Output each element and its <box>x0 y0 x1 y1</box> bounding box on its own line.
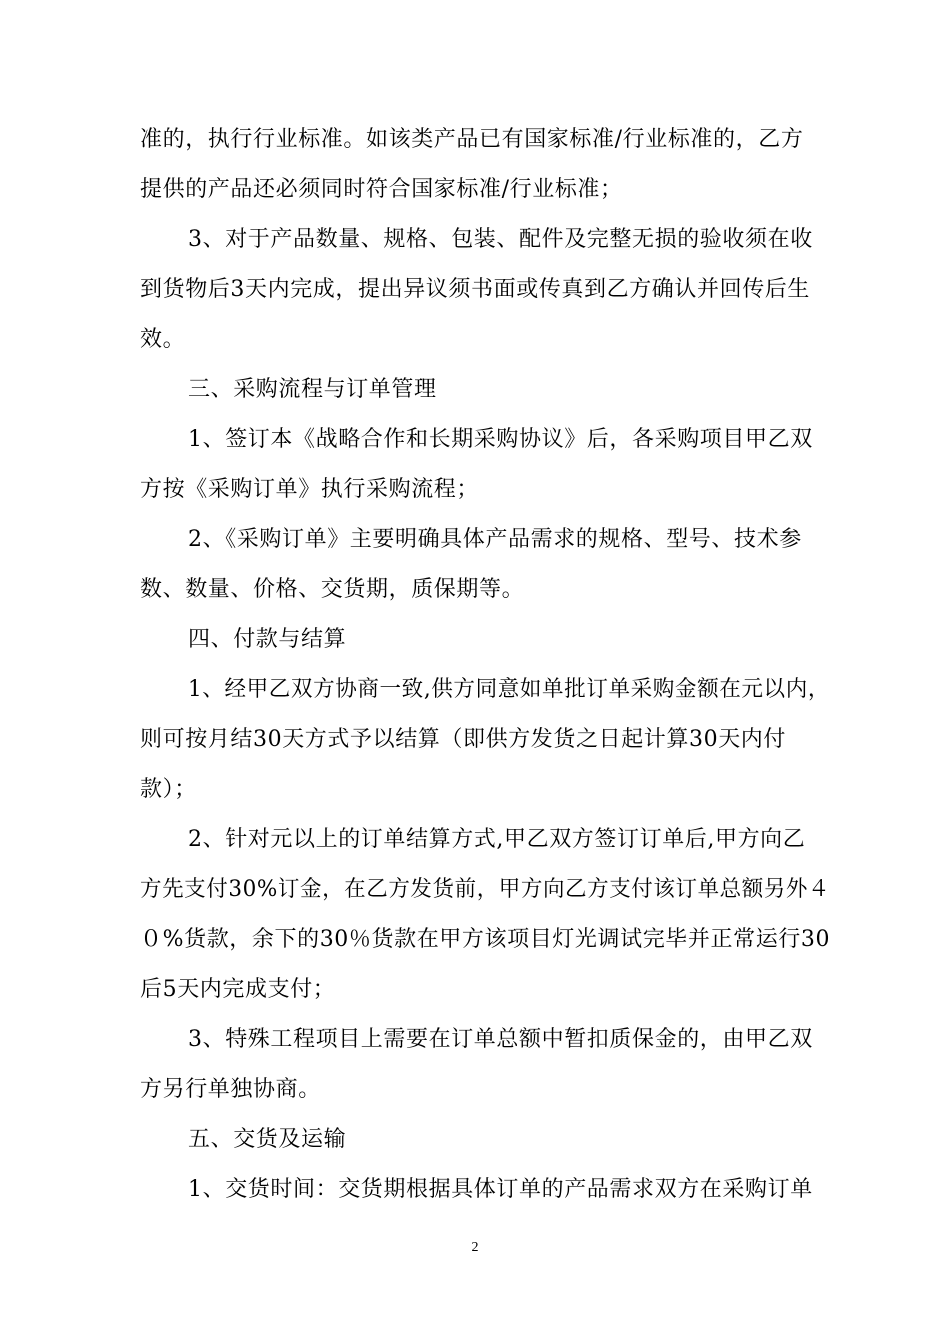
text-line: 方先支付30%订金，在乙方发货前，甲方向乙方支付该订单总额另外４ <box>140 877 831 902</box>
text-line: 1、交货时间：交货期根据具体订单的产品需求双方在采购订单 <box>188 1177 813 1202</box>
text-line: 1、签订本《战略合作和长期采购协议》后，各采购项目甲乙双 <box>188 427 813 452</box>
section-heading: 四、付款与结算 <box>188 627 347 652</box>
text-line: 3、特殊工程项目上需要在订单总额中暂扣质保金的，由甲乙双 <box>188 1027 813 1052</box>
text-line: 则可按月结30天方式予以结算（即供方发货之日起计算30天内付 <box>140 727 786 752</box>
text-line: 方另行单独协商。 <box>140 1077 321 1102</box>
text-line: 准的，执行行业标准。如该类产品已有国家标准/行业标准的，乙方 <box>140 127 804 152</box>
text-line: 提供的产品还必须同时符合国家标准/行业标准； <box>140 177 623 202</box>
text-line: 2、《采购订单》主要明确具体产品需求的规格、型号、技术参 <box>188 527 802 552</box>
text-line: 2、针对元以上的订单结算方式,甲乙双方签订订单后,甲方向乙 <box>188 827 806 852</box>
text-line: 效。 <box>140 327 186 352</box>
section-heading: 五、交货及运输 <box>188 1127 347 1152</box>
section-heading: 三、采购流程与订单管理 <box>188 377 437 402</box>
text-line: 方按《采购订单》执行采购流程； <box>140 477 480 502</box>
page-number: 2 <box>471 1240 479 1255</box>
text-line: 1、经甲乙双方协商一致,供方同意如单批订单采购金额在元以内， <box>188 677 830 702</box>
text-line: 到货物后3天内完成，提出异议须书面或传真到乙方确认并回传后生 <box>140 277 810 302</box>
text-line: ０%货款，余下的30％货款在甲方该项目灯光调试完毕并正常运行30 <box>140 927 831 952</box>
text-line: 款）； <box>140 777 197 802</box>
text-line: 后5天内完成支付； <box>140 977 336 1002</box>
text-line: 数、数量、价格、交货期，质保期等。 <box>140 577 525 602</box>
text-line: 3、对于产品数量、规格、包装、配件及完整无损的验收须在收 <box>188 227 813 252</box>
